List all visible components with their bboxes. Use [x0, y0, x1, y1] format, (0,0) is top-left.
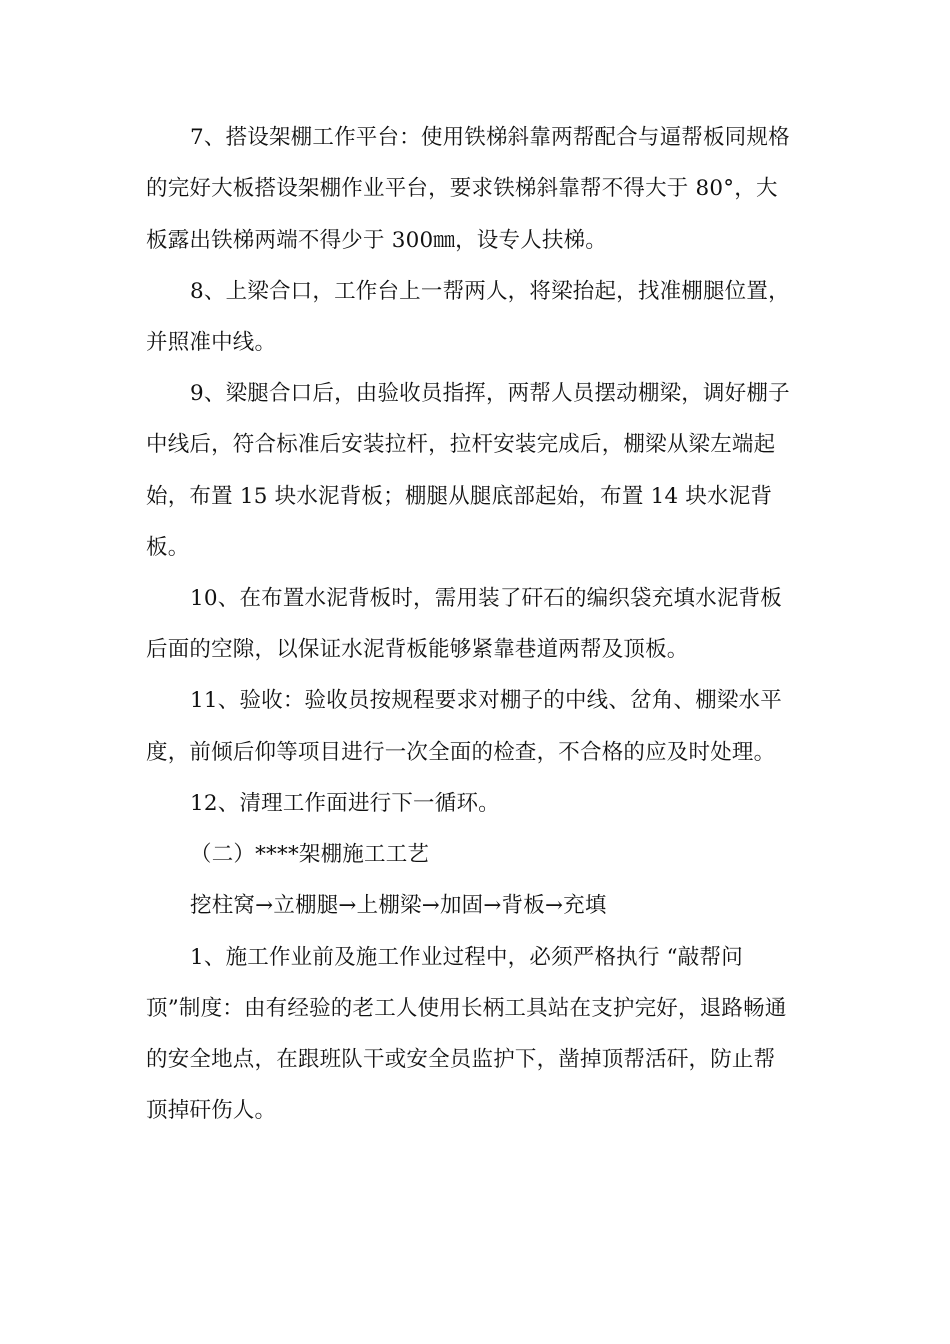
paragraph-9-line-3: 始，布置 15 块水泥背板；棚腿从腿底部起始，布置 14 块水泥背 — [146, 484, 773, 509]
paragraph-8-line-1: 8、上梁合口，工作台上一帮两人，将梁抬起，找准棚腿位置， — [190, 279, 790, 304]
paragraph-9-line-1: 9、梁腿合口后，由验收员指挥，两帮人员摆动棚梁，调好棚子 — [190, 381, 790, 406]
paragraph-9-line-2: 中线后，符合标准后安装拉杆，拉杆安装完成后，棚梁从梁左端起 — [146, 432, 776, 457]
paragraph-1-line-3: 的安全地点，在跟班队干或安全员监护下，凿掉顶帮活矸，防止帮 — [146, 1047, 776, 1072]
paragraph-1-line-4: 顶掉矸伤人。 — [146, 1098, 277, 1123]
paragraph-7-line-2: 的完好大板搭设架棚作业平台，要求铁梯斜靠帮不得大于 80°，大 — [146, 176, 778, 201]
paragraph-10-line-2: 后面的空隙，以保证水泥背板能够紧靠巷道两帮及顶板。 — [146, 637, 689, 662]
paragraph-9-line-4: 板。 — [146, 535, 190, 560]
section-heading: （二）****架棚施工工艺 — [190, 842, 430, 867]
paragraph-11-line-1: 11、验收：验收员按规程要求对棚子的中线、岔角、棚梁水平 — [190, 688, 782, 713]
paragraph-8-line-2: 并照准中线。 — [146, 330, 277, 355]
paragraph-7-line-1: 7、搭设架棚工作平台：使用铁梯斜靠两帮配合与逼帮板同规格 — [190, 125, 790, 150]
paragraph-10-line-1: 10、在布置水泥背板时，需用装了矸石的编织袋充填水泥背板 — [190, 586, 782, 611]
paragraph-12-line-1: 12、清理工作面进行下一循环。 — [190, 791, 500, 816]
paragraph-7-line-3: 板露出铁梯两端不得少于 300㎜，设专人扶梯。 — [146, 228, 607, 253]
process-flow: 挖柱窝→立棚腿→上棚梁→加固→背板→充填 — [190, 893, 607, 918]
paragraph-11-line-2: 度，前倾后仰等项目进行一次全面的检查，不合格的应及时处理。 — [146, 740, 776, 765]
paragraph-1-line-2: 顶”制度：由有经验的老工人使用长柄工具站在支护完好，退路畅通 — [146, 996, 787, 1021]
paragraph-1-line-1: 1、施工作业前及施工作业过程中，必须严格执行 “敲帮问 — [190, 945, 743, 970]
